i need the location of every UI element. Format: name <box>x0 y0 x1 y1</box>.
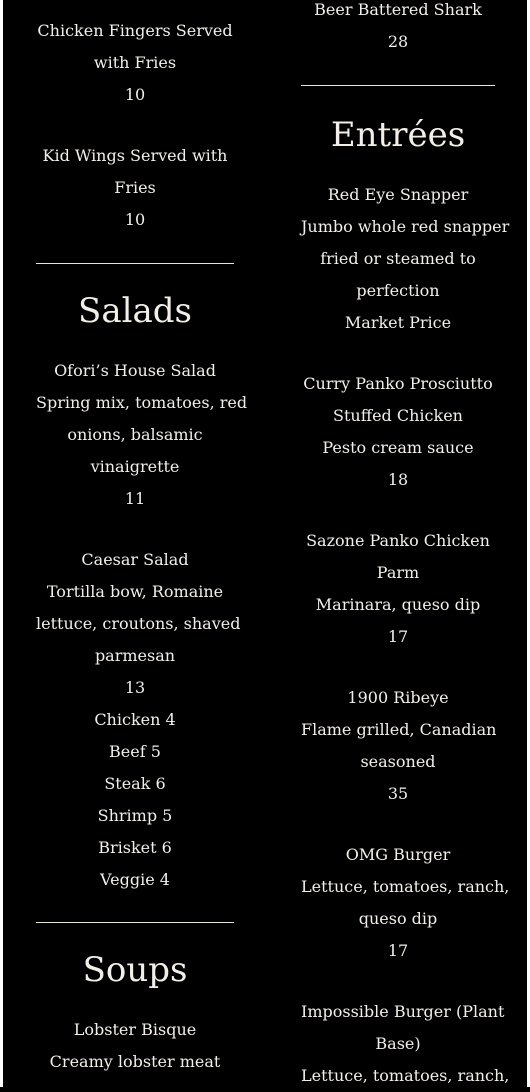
item-description: Lettuce, tomatoes, ranch, <box>301 877 510 896</box>
item-price: 10 <box>124 85 146 104</box>
item-description: seasoned <box>360 752 436 771</box>
left-edge-border <box>0 0 3 1087</box>
menu-item-beer-battered-shark <box>301 0 495 58</box>
menu-item-curry-panko-chicken <box>301 368 495 496</box>
item-name: Sazone Panko Chicken <box>306 531 490 550</box>
item-description: onions, balsamic <box>67 425 203 444</box>
item-name: Base) <box>375 1034 421 1053</box>
right-menu-column <box>301 0 510 1092</box>
item-price: 10 <box>124 210 146 229</box>
item-description: Creamy lobster meat <box>49 1052 221 1071</box>
item-name: Chicken Fingers Served <box>37 21 233 40</box>
item-description: Flame grilled, Canadian <box>301 720 497 739</box>
addon-option: Beef 5 <box>109 742 161 761</box>
item-description: queso dip <box>358 909 438 928</box>
item-price: 17 <box>387 627 409 646</box>
section-heading-entrees: Entrées <box>330 115 466 155</box>
item-description: vinaigrette <box>90 457 180 476</box>
item-price: 18 <box>387 470 409 489</box>
item-name: Stuffed Chicken <box>333 406 463 425</box>
menu-item-lobster-bisque <box>36 1014 234 1078</box>
item-price: 28 <box>387 32 409 51</box>
menu-item-impossible-burger <box>301 996 510 1092</box>
menu-item-kid-wings <box>36 140 234 236</box>
item-name: OMG Burger <box>345 845 451 864</box>
item-name: 1900 Ribeye <box>347 688 449 707</box>
addon-option: Shrimp 5 <box>97 806 173 825</box>
item-description: fried or steamed to <box>320 249 476 268</box>
item-name: with Fries <box>93 53 177 72</box>
item-name: Kid Wings Served with <box>42 146 228 165</box>
item-name: Impossible Burger (Plant <box>301 1002 505 1021</box>
left-menu-column <box>36 15 248 1078</box>
item-price: 35 <box>387 784 409 803</box>
menu-item-red-eye-snapper <box>301 179 510 339</box>
item-name: Red Eye Snapper <box>327 185 469 204</box>
item-description: lettuce, croutons, shaved <box>36 614 241 633</box>
addon-option: Veggie 4 <box>100 870 170 889</box>
addon-option: Steak 6 <box>104 774 166 793</box>
item-price: 13 <box>124 678 146 697</box>
menu-item-chicken-fingers <box>36 15 234 111</box>
item-name: Beer Battered Shark <box>314 0 482 19</box>
item-description: perfection <box>356 281 440 300</box>
item-name: Ofori’s House Salad <box>54 361 216 380</box>
item-name: Caesar Salad <box>81 550 189 569</box>
item-description: Spring mix, tomatoes, red <box>36 393 248 412</box>
section-heading-salads: Salads <box>78 291 192 331</box>
item-description: Lettuce, tomatoes, ranch, <box>301 1066 510 1085</box>
addon-option: Brisket 6 <box>98 838 172 857</box>
menu-item-omg-burger <box>301 839 510 967</box>
item-price: Market Price <box>344 313 452 332</box>
item-description: Tortilla bow, Romaine <box>46 582 224 601</box>
menu-item-sazone-chicken-parm <box>301 525 495 653</box>
menu-item-caesar-salad <box>36 544 241 896</box>
menu-item-house-salad <box>36 355 248 515</box>
item-price: 17 <box>387 941 409 960</box>
item-name: Fries <box>114 178 156 197</box>
item-description: Marinara, queso dip <box>315 595 481 614</box>
item-description: parmesan <box>94 646 176 665</box>
item-name: Parm <box>376 563 420 582</box>
menu-item-ribeye <box>301 682 495 810</box>
item-description: Jumbo whole red snapper <box>301 217 510 236</box>
item-price: 11 <box>124 489 146 508</box>
section-heading-soups: Soups <box>82 950 188 990</box>
addon-option: Chicken 4 <box>94 710 176 729</box>
item-description: Pesto cream sauce <box>322 438 474 457</box>
item-name: Lobster Bisque <box>73 1020 197 1039</box>
item-name: Curry Panko Prosciutto <box>303 374 493 393</box>
